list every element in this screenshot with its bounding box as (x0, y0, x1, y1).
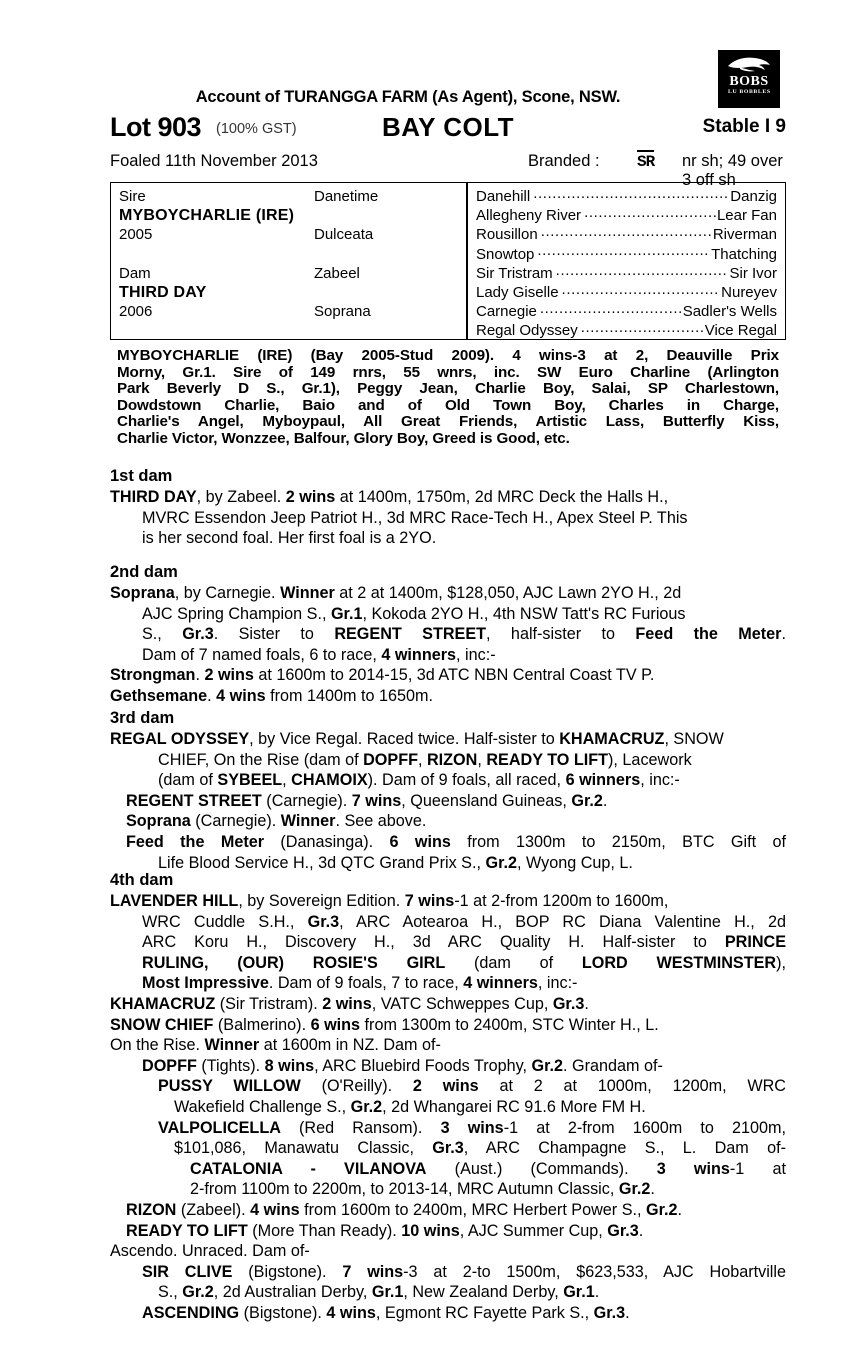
emphasis: Winner (280, 812, 336, 831)
pedigree-text-line: THIRD DAY, by Zabeel. 2 wins at 1400m, 1750m, 2d MRC Deck the Halls H., (110, 488, 669, 506)
sire-summary-line: Park Beverly D S., Gr.1), Peggy Jean, Charlie Boy, Salai, SP Charlestown, (117, 380, 779, 398)
pedigree-text-line: S., Gr.2, 2d Australian Derby, Gr.1, New Zealand Derby, Gr.1. (158, 1283, 600, 1302)
third-dam-heading: 3rd dam (110, 709, 175, 727)
dot-leader (581, 321, 704, 335)
emphasis: Gr.3 (432, 1139, 464, 1158)
pedigree-ancestor-name: Allegheny River (476, 207, 582, 225)
emphasis: Gr.3 (607, 1221, 639, 1240)
pedigree-text-line: S., Gr.3. Sister to REGENT STREET, half-sister to Feed the Meter. (142, 625, 786, 644)
pedigree-text-line: RULING, (OUR) ROSIE'S GIRL (dam of LORD WESTMINSTER), (142, 953, 786, 972)
pedigree-text-line: CATALONIA - VILANOVA (Aust.) (Commands). 3 wins-1 at (190, 1159, 786, 1178)
third-dam-lines (110, 729, 786, 873)
pedigree-right-row (476, 302, 777, 321)
emphasis: 3 wins (440, 1118, 504, 1137)
emphasis: RULING, (OUR) ROSIE'S GIRL (142, 953, 446, 972)
pedigree-text-line: Wakefield Challenge S., Gr.2, 2d Whangarei RC 91.6 More FM H. (174, 1097, 646, 1116)
pedigree-text-line: 2-from 1100m to 2200m, to 2013-14, MRC Autumn Classic, Gr.2. (190, 1180, 655, 1199)
pedigree-right-row (476, 206, 777, 225)
pedigree-left-label: THIRD DAY (119, 283, 207, 301)
pedigree-text-line: Ascendo. Unraced. Dam of- (110, 1242, 310, 1261)
pedigree-left-label: 2005 (119, 226, 153, 244)
pedigree-right-row (476, 264, 777, 283)
emphasis: Most Impressive (142, 974, 269, 993)
pedigree-ancestor-sire: Danzig (730, 188, 777, 205)
emphasis: Gr.1 (371, 1283, 404, 1302)
emphasis: VALPOLICELLA (158, 1118, 281, 1137)
emphasis: SIR CLIVE (142, 1262, 233, 1281)
pedigree-ancestor-sire: Sadler's Wells (682, 303, 777, 321)
emphasis: REGAL ODYSSEY (110, 730, 250, 748)
first-dam-block (110, 466, 786, 549)
pedigree-text-line: CHIEF, On the Rise (dam of DOPFF, RIZON, READY TO LIFT), Lacework (158, 750, 692, 769)
emphasis: Gr.2 (350, 1097, 383, 1116)
emphasis: 6 wins (389, 832, 451, 851)
emphasis: 7 wins (404, 892, 455, 910)
account-line: Account of TURANGGA FARM (As Agent), Scone, NSW. (195, 88, 621, 106)
pedigree-text-line: is her second foal. Her first foal is a 2YO. (142, 529, 437, 548)
dot-leader (537, 245, 710, 259)
emphasis: REGENT STREET (126, 791, 262, 810)
sire-summary-line: Charlie's Angel, Myboypaul, All Great Friends, Artistic Lass, Butterfly Kiss, (117, 413, 779, 431)
brand-mark: SR (637, 150, 654, 172)
emphasis: 10 wins (401, 1221, 460, 1240)
first-dam-lines (110, 487, 786, 549)
brand-description: nr sh; 49 over 3 off sh (682, 152, 783, 189)
pedigree-text-line: PUSSY WILLOW (O'Reilly). 2 wins at 2 at 1000m, 1200m, WRC (158, 1077, 787, 1096)
sire-summary (117, 348, 779, 448)
emphasis: Gr.2 (618, 1180, 651, 1199)
pedigree-ancestor-name: Regal Odyssey (476, 322, 578, 340)
pedigree-left-row (119, 283, 466, 302)
pedigree-text-line: MVRC Essendon Jeep Patriot H., 3d MRC Race-Tech H., Apex Steel P. This (142, 508, 688, 527)
emphasis: 7 wins (351, 791, 402, 810)
pedigree-text-line: REGENT STREET (Carnegie). 7 wins, Queensland Guineas, Gr.2. (126, 791, 608, 810)
pedigree-left-row (119, 245, 466, 264)
emphasis: RIZON (426, 750, 478, 769)
pedigree-table (110, 182, 786, 340)
pedigree-ancestor-sire: Sir Ivor (729, 264, 777, 282)
emphasis: DOPFF (363, 750, 418, 769)
sire-summary-line: Morny, Gr.1. Sire of 149 rnrs, 55 wnrs, inc. SW Euro Charline (Arlington (117, 363, 779, 381)
fourth-dam-heading: 4th dam (110, 871, 174, 889)
emphasis: 4 wins (250, 1200, 300, 1219)
dot-leader (584, 206, 716, 220)
pedigree-right-row (476, 225, 777, 244)
dot-leader (556, 264, 729, 278)
emphasis: KHAMACRUZ (110, 994, 216, 1013)
emphasis: Gr.1 (330, 604, 363, 623)
emphasis: Winner (280, 584, 335, 602)
pedigree-ancestor-sire: Thatching (711, 245, 777, 263)
bobs-logo (718, 50, 780, 108)
first-dam-heading: 1st dam (110, 467, 173, 485)
emphasis: 8 wins (264, 1056, 315, 1075)
second-dam-block (110, 562, 786, 707)
pedigree-ancestor-name: Carnegie (476, 303, 537, 321)
pedigree-text-line: ARC Koru H., Discovery H., 3d ARC Quality H. Half-sister to PRINCE (142, 933, 786, 952)
emphasis: 4 wins (216, 686, 266, 705)
emphasis: RIZON (126, 1200, 177, 1219)
pedigree-text-line: Feed the Meter (Danasinga). 6 wins from 1300m to 2150m, BTC Gift of (126, 832, 786, 851)
emphasis: ASCENDING (142, 1303, 240, 1322)
emphasis: Gr.2 (531, 1056, 564, 1075)
pedigree-ancestor-name: Lady Giselle (476, 283, 559, 301)
pedigree-left-label: Sire (119, 188, 146, 205)
emphasis: Gr.3 (182, 625, 214, 644)
pedigree-left-row (119, 302, 466, 321)
bobs-subtext: LU BOBBLES (727, 89, 771, 95)
pedigree-ancestor-name: Sir Tristram (476, 264, 553, 282)
pedigree-text-line: DOPFF (Tights). 8 wins, ARC Bluebird Foods Trophy, Gr.2. Grandam of- (142, 1056, 663, 1075)
second-dam-heading: 2nd dam (110, 563, 178, 581)
pedigree-text-line: AJC Spring Champion S., Gr.1, Kokoda 2YO H., 4th NSW Tatt's RC Furious (142, 604, 686, 623)
pedigree-text-line: LAVENDER HILL, by Sovereign Edition. 7 wins-1 at 2-from 1200m to 1600m, (110, 892, 669, 910)
pedigree-right-row (476, 245, 777, 264)
gst-note: (100% GST) (216, 121, 297, 137)
emphasis: Gr.2 (182, 1283, 214, 1302)
pedigree-text-line: SNOW CHIEF (Balmerino). 6 wins from 1300m to 2400m, STC Winter H., L. (110, 1015, 659, 1034)
pedigree-text-line: READY TO LIFT (More Than Ready). 10 wins, AJC Summer Cup, Gr.3. (126, 1221, 644, 1240)
lot-number: Lot 903 (110, 112, 202, 142)
pedigree-left-row (119, 225, 466, 244)
emphasis: LORD WESTMINSTER (581, 953, 777, 972)
pedigree-ancestor-sire: Riverman (712, 226, 777, 244)
pedigree-text-line: On the Rise. Winner at 1600m in NZ. Dam of- (110, 1036, 441, 1055)
lot-header-row (110, 112, 786, 146)
pedigree-text-line: Strongman. 2 wins at 1600m to 2014-15, 3d ATC NBN Central Coast TV P. (110, 666, 655, 685)
pedigree-text-line: (dam of SYBEEL, CHAMOIX). Dam of 9 foals, all raced, 6 winners, inc:- (158, 771, 680, 790)
emphasis: 4 wins (326, 1303, 376, 1322)
second-dam-lines (110, 583, 786, 707)
emphasis: SNOW CHIEF (110, 1015, 214, 1034)
emphasis: Strongman (110, 666, 196, 685)
pedigree-left-row (119, 264, 466, 283)
pedigree-left-value: Zabeel (314, 264, 360, 282)
pedigree-right-column (468, 183, 785, 339)
emphasis: CATALONIA - VILANOVA (190, 1159, 427, 1178)
pedigree-left-row (119, 206, 466, 225)
emphasis: 4 winners (381, 645, 457, 664)
emphasis: Feed the Meter (635, 625, 782, 644)
dot-leader (533, 187, 729, 201)
emphasis: Soprana (126, 812, 191, 831)
emphasis: 6 wins (310, 1015, 361, 1034)
dot-leader (541, 225, 712, 239)
emphasis: Gethsemane (110, 686, 208, 705)
emphasis: CHAMOIX (291, 771, 368, 790)
pedigree-text-line: Most Impressive. Dam of 9 foals, 7 to race, 4 winners, inc:- (142, 974, 578, 993)
emphasis: Gr.2 (485, 853, 517, 872)
pedigree-text-line: KHAMACRUZ (Sir Tristram). 2 wins, VATC Schweppes Cup, Gr.3. (110, 994, 589, 1013)
pedigree-left-value: Dulceata (314, 226, 374, 244)
foaled-date: Foaled 11th November 2013 (110, 152, 318, 170)
pedigree-left-row (119, 187, 466, 206)
emphasis: Winner (204, 1036, 260, 1055)
pedigree-left-label: MYBOYCHARLIE (IRE) (119, 207, 295, 225)
dot-leader (562, 283, 721, 297)
fourth-dam-block (110, 870, 786, 1323)
emphasis: THIRD DAY (110, 488, 197, 506)
pedigree-left-value: Soprana (314, 303, 371, 321)
pedigree-left-label: Dam (119, 264, 151, 282)
sire-summary-line: Charlie Victor, Wonzzee, Balfour, Glory Boy, Greed is Good, etc. (117, 429, 570, 447)
pedigree-ancestor-name: Danehill (476, 188, 531, 205)
pedigree-text-line: ASCENDING (Bigstone). 4 wins, Egmont RC Fayette Park S., Gr.3. (142, 1303, 630, 1322)
emphasis: 3 wins (656, 1159, 730, 1178)
emphasis: 4 winners (463, 974, 538, 993)
emphasis: PUSSY WILLOW (158, 1077, 301, 1096)
pedigree-text-line: Gethsemane. 4 wins from 1400m to 1650m. (110, 686, 434, 705)
colour-sex-title: BAY COLT (381, 112, 515, 142)
pedigree-left-value: Danetime (314, 188, 379, 205)
pedigree-right-row (476, 321, 777, 340)
emphasis: Gr.1 (563, 1283, 595, 1302)
pedigree-text-line: $101,086, Manawatu Classic, Gr.3, ARC Champagne S., L. Dam of- (174, 1139, 786, 1158)
sire-summary-line: MYBOYCHARLIE (IRE) (Bay 2005-Stud 2009). 4 wins-3 at 2, Deauville Prix (117, 347, 779, 364)
pedigree-ancestor-sire: Nureyev (721, 283, 777, 301)
emphasis: REGENT STREET (334, 625, 487, 644)
emphasis: READY TO LIFT (486, 750, 609, 769)
emphasis: Gr.3 (593, 1303, 626, 1322)
pedigree-text-line: WRC Cuddle S.H., Gr.3, ARC Aotearoa H., BOP RC Diana Valentine H., 2d (142, 912, 786, 931)
pedigree-ancestor-sire: Lear Fan (716, 207, 777, 225)
emphasis: 2 wins (204, 666, 254, 685)
emphasis: Feed the Meter (126, 832, 265, 851)
emphasis: SYBEEL (217, 771, 283, 790)
emphasis: KHAMACRUZ (559, 730, 665, 748)
pedigree-text-line: Soprana, by Carnegie. Winner at 2 at 1400m, $128,050, AJC Lawn 2YO H., 2d (110, 584, 682, 602)
emphasis: 6 winners (565, 771, 641, 790)
emphasis: READY TO LIFT (126, 1221, 248, 1240)
foaled-branded-row (110, 150, 786, 189)
pedigree-text-line: VALPOLICELLA (Red Ransom). 3 wins-1 at 2-from 1600m to 2100m, (158, 1118, 787, 1137)
emphasis: 7 wins (342, 1262, 404, 1281)
emphasis: PRINCE (724, 933, 786, 952)
emphasis: Gr.3 (552, 994, 585, 1013)
emphasis: Gr.2 (571, 791, 603, 810)
dot-leader (540, 302, 682, 316)
emphasis: Soprana (110, 584, 175, 602)
pedigree-ancestor-name: Snowtop (476, 245, 535, 263)
pedigree-text-line: Dam of 7 named foals, 6 to race, 4 winners, inc:- (142, 645, 496, 664)
emphasis: Gr.2 (645, 1200, 678, 1219)
pedigree-right-row (476, 283, 777, 302)
pedigree-text-line: SIR CLIVE (Bigstone). 7 wins-3 at 2-to 1500m, $623,533, AJC Hobartville (142, 1262, 786, 1281)
pedigree-text-line: REGAL ODYSSEY, by Vice Regal. Raced twice. Half-sister to KHAMACRUZ, SNOW (110, 730, 724, 748)
emphasis: DOPFF (142, 1056, 197, 1075)
bobs-wordmark: BOBS (729, 74, 769, 89)
pedigree-text-line: Life Blood Service H., 3d QTC Grand Prix S., Gr.2, Wyong Cup, L. (158, 853, 633, 872)
emphasis: 2 wins (322, 994, 372, 1013)
branded-label: Branded : (528, 152, 600, 170)
stable-label: Stable I 9 (702, 116, 786, 137)
pedigree-left-label: 2006 (119, 303, 153, 321)
pedigree-ancestor-sire: Vice Regal (704, 322, 777, 340)
pedigree-right-row (476, 187, 777, 206)
emphasis: 2 wins (285, 488, 336, 506)
pedigree-text-line: Soprana (Carnegie). Winner. See above. (126, 812, 427, 831)
emphasis: Gr.3 (307, 912, 340, 931)
emphasis: 2 wins (412, 1077, 479, 1096)
pedigree-ancestor-name: Rousillon (476, 226, 538, 244)
third-dam-block (110, 708, 786, 873)
pedigree-text-line: RIZON (Zabeel). 4 wins from 1600m to 2400m, MRC Herbert Power S., Gr.2. (126, 1200, 682, 1219)
emphasis: LAVENDER HILL (110, 892, 239, 910)
bobs-bird-icon (726, 54, 772, 74)
sire-summary-line: Dowdstown Charlie, Baio and of Old Town Boy, Charles in Charge, (117, 396, 779, 414)
fourth-dam-lines (110, 891, 786, 1323)
pedigree-left-column (111, 183, 466, 339)
